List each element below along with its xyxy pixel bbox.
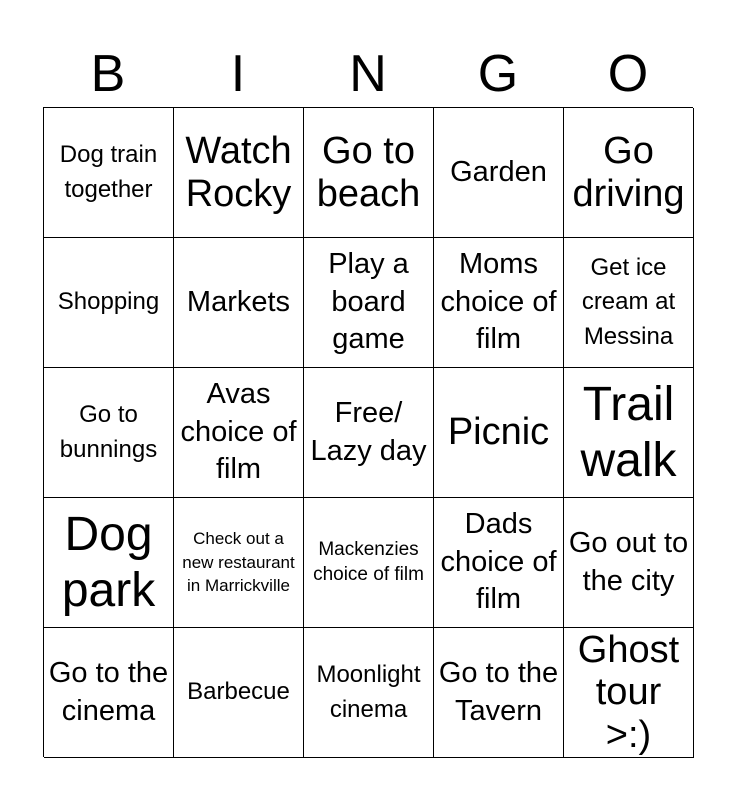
bingo-cell[interactable]: Check out a new restaurant in Marrickville <box>174 498 304 628</box>
bingo-cell[interactable]: Picnic <box>434 368 564 498</box>
header-letter-i: I <box>230 45 246 103</box>
bingo-cell[interactable]: Dads choice of film <box>434 498 564 628</box>
bingo-cell[interactable]: Go to beach <box>304 108 434 238</box>
bingo-cell[interactable]: Trail walk <box>564 368 694 498</box>
bingo-cell[interactable]: Dog train together <box>44 108 174 238</box>
bingo-cell[interactable]: Garden <box>434 108 564 238</box>
bingo-cell[interactable]: Go out to the city <box>564 498 694 628</box>
bingo-cell[interactable]: Markets <box>174 238 304 368</box>
bingo-cell[interactable]: Moms choice of film <box>434 238 564 368</box>
bingo-cell[interactable]: Play a board game <box>304 238 434 368</box>
bingo-cell[interactable]: Ghost tour >:) <box>564 628 694 758</box>
bingo-cell[interactable]: Watch Rocky <box>174 108 304 238</box>
bingo-cell[interactable]: Go driving <box>564 108 694 238</box>
bingo-cell[interactable]: Dog park <box>44 498 174 628</box>
header-letter-g: G <box>477 45 519 103</box>
bingo-cell[interactable]: Go to the cinema <box>44 628 174 758</box>
bingo-cell[interactable]: Shopping <box>44 238 174 368</box>
bingo-header <box>43 40 693 108</box>
bingo-cell[interactable]: Free/ Lazy day <box>304 368 434 498</box>
bingo-cell[interactable]: Barbecue <box>174 628 304 758</box>
header-letter-n: N <box>349 45 387 103</box>
header-letter-b: B <box>90 45 126 103</box>
bingo-cell[interactable]: Go to the Tavern <box>434 628 564 758</box>
bingo-cell[interactable]: Get ice cream at Messina <box>564 238 694 368</box>
header-letter-o: O <box>607 45 649 103</box>
bingo-cell[interactable]: Mackenzies choice of film <box>304 498 434 628</box>
bingo-cell[interactable]: Avas choice of film <box>174 368 304 498</box>
bingo-grid <box>43 107 693 757</box>
bingo-cell[interactable]: Go to bunnings <box>44 368 174 498</box>
bingo-cell[interactable]: Moonlight cinema <box>304 628 434 758</box>
